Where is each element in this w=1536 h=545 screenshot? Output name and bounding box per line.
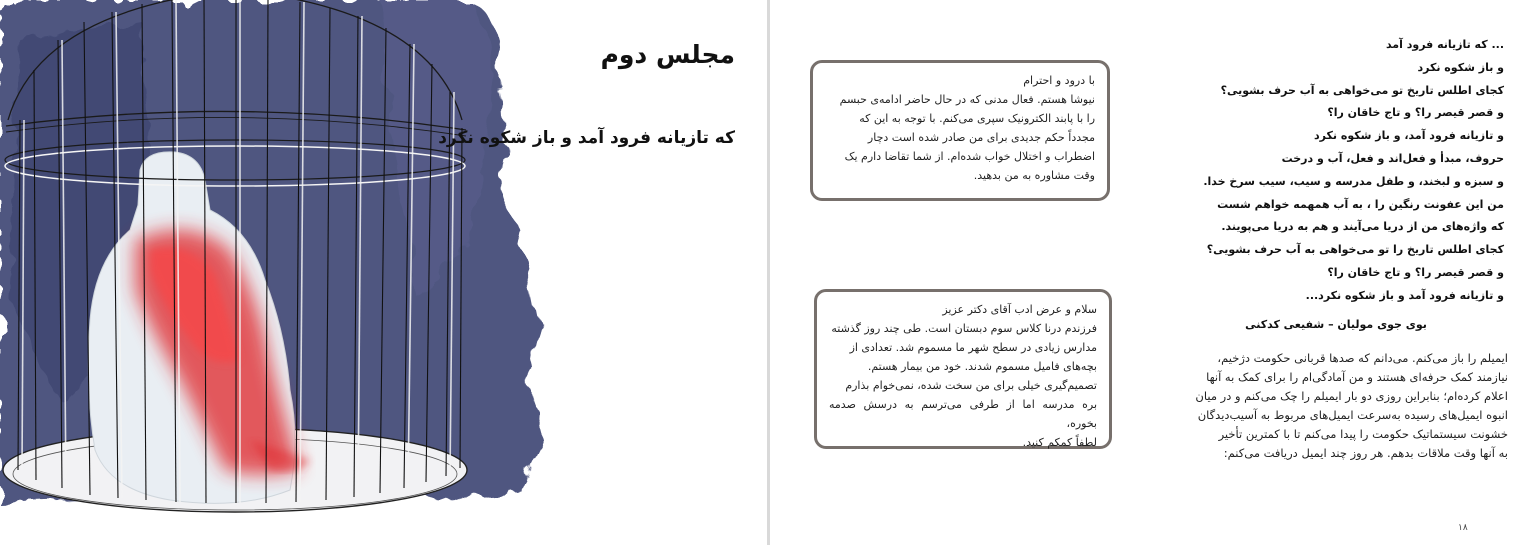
poem: [1174, 34, 1504, 308]
chapter-subtitle: که تازیانه فرود آمد و باز شکوه نکرد: [438, 128, 735, 148]
letter-2-line: بچه‌های فامیل مسموم شدند. خود من بیمار هستم.: [867, 360, 1097, 373]
left-page: [0, 0, 767, 545]
prose-paragraph: [1160, 349, 1508, 463]
poem-line: و سبزه و لبخند، و طفل مدرسه و سیب، سیب سرخ خدا.: [1203, 174, 1504, 188]
poem-line: کجای اطلس تاریخ تو می‌خواهی به آب حرف بشویی؟: [1220, 83, 1504, 97]
prose-line: ایمیلم را باز می‌کنم. می‌دانم که صدها قربانی حکومت دژخیم،: [1217, 351, 1508, 365]
poem-line: و قصر قیصر را؟ و تاج خاقان را؟: [1327, 265, 1504, 279]
letter-1-line: با درود و احترام: [1023, 74, 1095, 87]
letter-2-line: فرزندم درنا کلاس سوم دبستان است. طی چند روز گذشته: [831, 322, 1097, 335]
letter-2-line: بره مدرسه اما از طرفی می‌ترسم به درسش صدمه بخوره،: [829, 398, 1097, 430]
letter-2-line: سلام و عرض ادب آقای دکتر عزیز: [942, 303, 1097, 316]
letter-1-line: مجدداً حکم جدیدی برای من صادر شده است دچار: [867, 131, 1095, 144]
letter-1-line: نیوشا هستم. فعال مدنی که در حال حاضر ادامه‌ی حبسم: [839, 93, 1095, 106]
poem-line: که واژه‌های من از دریا می‌آیند و هم به دریا می‌پویند.: [1221, 220, 1504, 234]
prose-line: انبوه ایمیل‌های رسیده به‌سرعت ایمیل‌های مربوط به آسیب‌دیدگان: [1197, 408, 1508, 422]
page-number-right: ۱۸: [1458, 523, 1468, 533]
chapter-title: مجلس دوم: [600, 40, 735, 69]
poem-line: و تازیانه فرود آمد، و باز شکوه نکرد: [1314, 129, 1504, 143]
prose-line: خشونت سیستماتیک حکومت را پیدا می‌کنم تا با کمترین تأخیر: [1218, 427, 1508, 441]
poem-line: کجای اطلس تاریخ را تو می‌خواهی به آب حرف بشویی؟: [1206, 243, 1504, 257]
prose-line: به آنها وقت ملاقات بدهم. هر روز چند ایمیل دریافت می‌کنم:: [1223, 446, 1508, 460]
letter-1-line: را با پابند الکترونیک سپری می‌کنم. با توجه به این که: [859, 112, 1095, 125]
letter-1-line: وقت مشاوره به من بدهید.: [973, 169, 1095, 182]
poem-credit: بوی جوی مولیان – شفیعی کدکنی: [1245, 318, 1427, 331]
letter-2-line: لطفاً کمکم کنید.: [1022, 436, 1097, 449]
right-page: [770, 0, 1536, 545]
poem-line: ... که تازیانه فرود آمد: [1385, 38, 1504, 51]
poem-line: و تازیانه فرود آمد و باز شکوه نکرد...: [1305, 288, 1504, 302]
prose-line: نیازمند کمک حرفه‌ای هستند و من آمادگی‌ام را برای کمک به آنها: [1206, 370, 1508, 384]
letter-box-2: [814, 289, 1112, 449]
poem-line: من این عفونت رنگین را ، به آب همهمه خواهم شست: [1217, 197, 1504, 211]
poem-line: و باز شکوه نکرد: [1417, 60, 1504, 74]
letter-box-1: [810, 60, 1110, 201]
letter-2-line: مدارس زیادی در سطح شهر ما مسموم شد. تعدادی از: [849, 341, 1097, 354]
poem-line: حروف، مبدأ و فعل‌اند و فعل، آب و درخت: [1281, 151, 1504, 165]
caged-figure-illustration: [0, 0, 560, 520]
poem-line: و قصر قیصر را؟ و تاج خاقان را؟: [1327, 106, 1504, 120]
prose-line: اعلام کرده‌ام؛ بنابراین روزی دو بار ایمیلم را چک می‌کنم و در میان: [1195, 389, 1508, 403]
letter-1-line: اضطراب و اختلال خواب شده‌ام. از شما تقاضا دارم یک: [844, 150, 1095, 163]
letter-2-line: تصمیم‌گیری خیلی برای من سخت شده، نمی‌خوام بذارم: [845, 379, 1097, 392]
